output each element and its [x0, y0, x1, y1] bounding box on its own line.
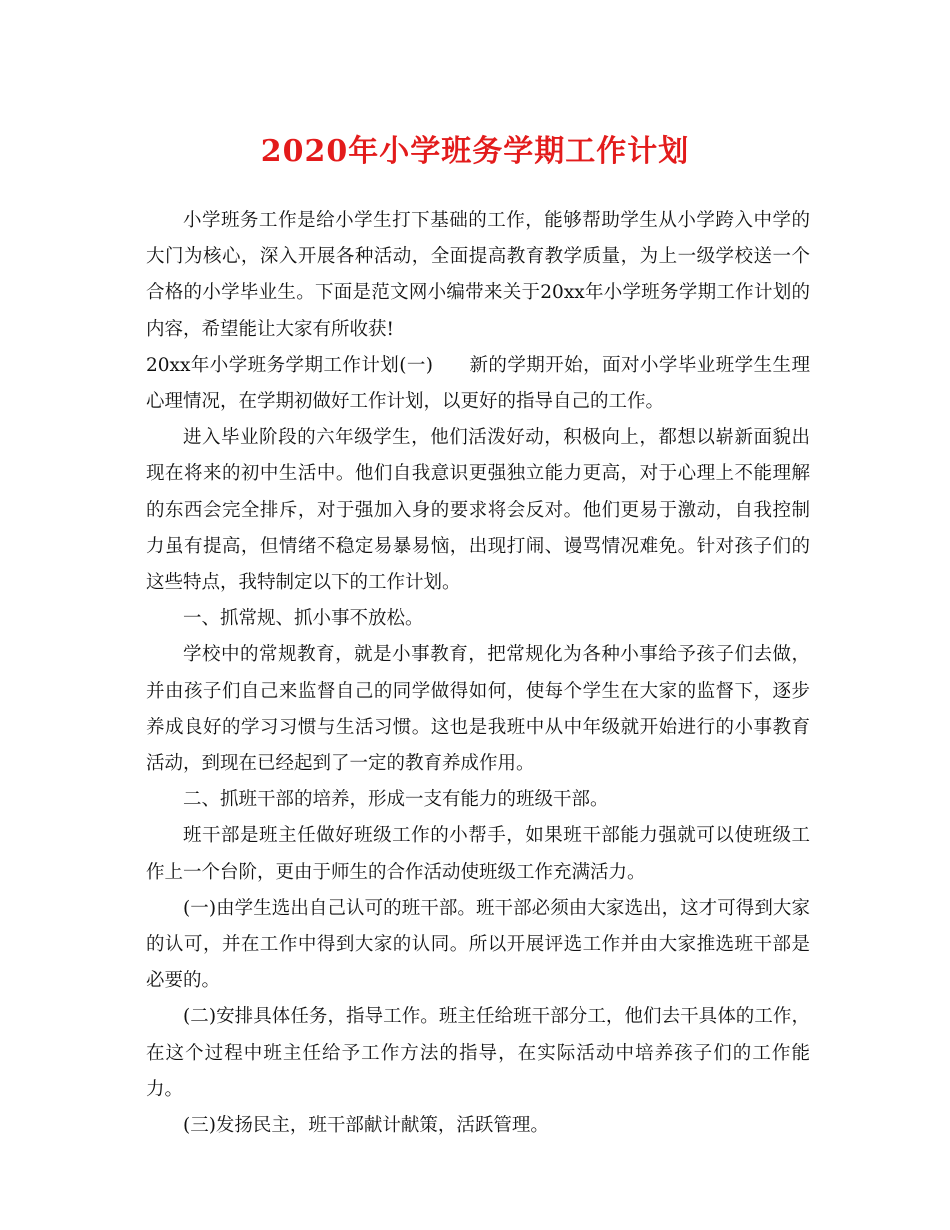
body-paragraph: 学校中的常规教育，就是小事教育，把常规化为各种小事给予孩子们去做，并由孩子们自己来监督自己的同学做得如何，使每个学生在大家的监督下，逐步养成良好的学习习惯与生活习惯。这也是我班中从中年级就开始进行的小事教育活动，到现在已经起到了一定的教育养成作用。: [146, 644, 810, 775]
body-paragraph: (二)安排具体任务，指导工作。班主任给班干部分工，他们去干具体的工作，在这个过程中班主任给予工作方法的指导，在实际活动中培养孩子们的工作能力。: [146, 1006, 810, 1100]
section-heading-line: [146, 348, 810, 420]
section-intro: 新的学期开始，面对小学毕业班学生生理心理情况，在学期初做好工作计划，以更好的指导自己的工作。: [146, 354, 810, 413]
section-item-1-heading: 一、抓常规、抓小事不放松。: [183, 608, 424, 630]
body-paragraph: (三)发扬民主，班干部献计献策，活跃管理。: [183, 1115, 549, 1137]
body-paragraph: 进入毕业阶段的六年级学生，他们活泼好动，积极向上，都想以崭新面貌出现在将来的初中生活中。他们自我意识更强独立能力更高，对于心理上不能理解的东西会完全排斥，对于强加入身的要求将会反对。他们更易于激动，自我控制力虽有提高，但情绪不稳定易暴易恼，出现打闹、谩骂情况难免。针对孩子们的这些特点，我特制定以下的工作计划。: [146, 427, 810, 594]
body-paragraph: (一)由学生选出自己认可的班干部。班干部必须由大家选出，这才可得到大家的认可，并在工作中得到大家的认同。所以开展评选工作并由大家推选班干部是必要的。: [146, 897, 810, 992]
section-item-2-heading: 二、抓班干部的培养，形成一支有能力的班级干部。: [183, 789, 609, 811]
document-title: 2020年小学班务学期工作计划: [260, 134, 690, 169]
document-body: [146, 203, 810, 1144]
body-paragraph: 班干部是班主任做好班级工作的小帮手，如果班干部能力强就可以使班级工作上一个台阶，更由于师生的合作活动使班级工作充满活力。: [146, 825, 810, 883]
section-heading: 20xx年小学班务学期工作计划(一): [146, 354, 434, 376]
intro-paragraph: 小学班务工作是给小学生打下基础的工作，能够帮助学生从小学跨入中学的大门为核心，深入开展各种活动，全面提高教育教学质量，为上一级学校送一个合格的小学毕业生。下面是范文网小编带来关于20xx年小学班务学期工作计划的内容，希望能让大家有所收获!: [146, 210, 810, 340]
